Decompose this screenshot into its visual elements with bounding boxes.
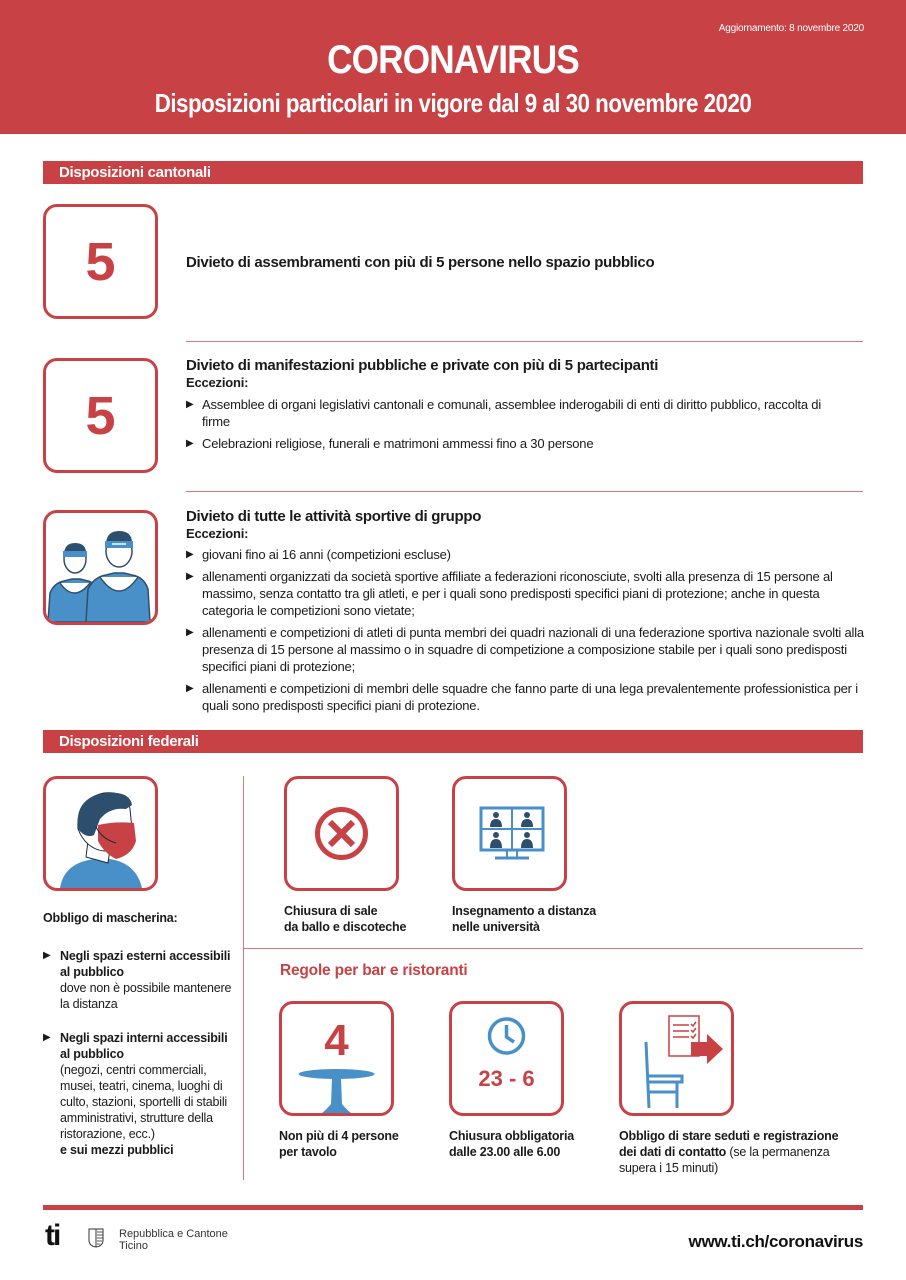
divider	[243, 948, 863, 949]
seating-registration-caption: Obbligo di stare seduti e registrazione dei dati di contatto (se la permanenza supera i 15 minuti)	[619, 1129, 839, 1175]
table-illustration	[282, 1004, 391, 1113]
table-limit-caption: Non più di 4 persone per tavolo	[279, 1129, 399, 1159]
footer-rule	[43, 1205, 863, 1210]
mask-rules-list	[43, 948, 233, 1176]
update-date: Aggiornamento: 8 novembre 2020	[718, 23, 864, 34]
bullet-triangle-icon: ▶	[186, 549, 194, 560]
bullet-triangle-icon: ▶	[43, 950, 51, 961]
sports-ban-title: Divieto di tutte le attività sportive di gruppo	[186, 508, 482, 525]
sports-exceptions-list	[186, 546, 868, 719]
page-subtitle: Disposizioni particolari in vigore dal 9 al 30 novembre 2020	[154, 88, 752, 118]
mask-obligation-label: Obbligo di mascherina:	[43, 911, 178, 925]
gathering-limit-icon	[43, 204, 158, 319]
list-item: ▶ allenamenti e competizioni di membri delle squadre che fanno parte di una lega prevalentemente professionistica per i quali sono predisposti specifici piani di protezione.	[186, 681, 858, 713]
bullet-triangle-icon: ▶	[186, 683, 194, 694]
event-limit-icon	[43, 358, 158, 473]
athletes-illustration	[46, 513, 155, 622]
remote-teaching-caption: Insegnamento a distanza nelle università	[452, 904, 597, 934]
website-link[interactable]: www.ti.ch/coronavirus	[688, 1232, 863, 1251]
bullet-triangle-icon: ▶	[186, 627, 194, 638]
list-item: ▶ giovani fino ai 16 anni (competizioni escluse)	[186, 547, 451, 562]
clock-icon	[452, 1004, 561, 1113]
athletes-icon	[43, 510, 158, 625]
bullet-triangle-icon: ▶	[43, 1032, 51, 1043]
list-item: ▶ Celebrazioni religiose, funerali e matrimoni ammessi fino a 30 persone	[186, 436, 594, 451]
header-banner	[0, 0, 906, 134]
list-item: ▶ Assemblee di organi legislativi cantonali e comunali, assemblee inderogabili di enti di diritto pubblico, raccolta di firme	[186, 397, 822, 429]
closing-hours-value: 23 - 6	[478, 1066, 535, 1091]
page-title: CORONAVIRUS	[327, 38, 579, 82]
section-heading-cantonali: Disposizioni cantonali	[43, 161, 863, 184]
close-circle-icon	[284, 776, 399, 891]
table-limit-number: 4	[324, 1016, 349, 1065]
bullet-triangle-icon: ▶	[186, 438, 194, 449]
seating-registration-icon	[619, 1001, 734, 1116]
exceptions-label: Eccezioni:	[186, 375, 249, 390]
face-mask-icon	[43, 776, 158, 891]
list-item: ▶ Negli spazi esterni accessibili al pubblico dove non è possibile mantenere la distanza	[43, 949, 232, 1011]
closing-time-icon	[449, 1001, 564, 1116]
events-exceptions-list	[186, 396, 836, 457]
ticino-logo: ti	[45, 1219, 60, 1252]
organization-name: Repubblica e Cantone Ticino	[119, 1228, 228, 1252]
bullet-triangle-icon: ▶	[186, 571, 194, 582]
divider	[186, 491, 863, 492]
divider	[186, 341, 863, 342]
bullet-triangle-icon: ▶	[186, 399, 194, 410]
column-divider	[243, 776, 244, 1180]
section-heading-federali: Disposizioni federali	[43, 730, 863, 753]
mask-illustration	[46, 779, 155, 888]
table-limit-icon	[279, 1001, 394, 1116]
list-item: ▶ allenamenti organizzati da società sportive affiliate a federazioni riconosciute, svolti alla presenza di 15 persone al massimo, senza contatto tra gli atleti, e per i quali sono predisposti specifici piani di protezione; anche in questa categoria le competizioni sono vietate;	[186, 569, 833, 618]
exceptions-label: Eccezioni:	[186, 526, 249, 541]
events-ban-title: Divieto di manifestazioni pubbliche e private con più di 5 partecipanti	[186, 357, 659, 374]
video-conference-icon	[452, 776, 567, 891]
bar-rules-heading: Regole per bar e ristoranti	[280, 962, 468, 979]
gathering-limit-number: 5	[85, 232, 116, 292]
list-item: ▶ Negli spazi interni accessibili al pubblico (negozi, centri commerciali, musei, teatri, cinema, luoghi di culto, stazioni, sportelli di stabili amministrativi, strutture della ristorazione, ecc.) e sui mezzi pubblici	[43, 1031, 228, 1157]
gathering-ban-title: Divieto di assembramenti con più di 5 persone nello spazio pubblico	[186, 254, 655, 271]
closing-time-caption: Chiusura obbligatoria dalle 23.00 alle 6.00	[449, 1129, 574, 1159]
event-limit-number: 5	[85, 386, 116, 446]
list-item: ▶ allenamenti e competizioni di atleti di punta membri dei quadri nazionali di una federazione sportiva nazionale svolti alla presenza di 15 persone al massimo o in squadre di competizione a composizione stabile per i quali sono predisposti specifici piani di protezione;	[186, 625, 864, 674]
ticino-crest-icon	[88, 1228, 104, 1248]
discotheque-closure-caption: Chiusura di sale da ballo e discoteche	[284, 904, 407, 934]
